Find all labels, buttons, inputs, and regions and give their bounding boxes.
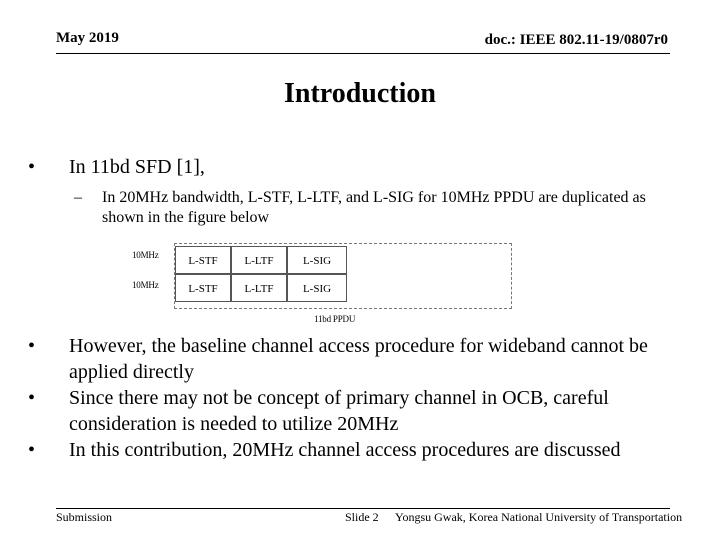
field-box-stf: L-STF [175,274,231,302]
header-divider [56,53,670,54]
field-box-stf: L-STF [175,246,231,274]
bullet-text: Since there may not be concept of primary channel in OCB, careful consideration is needed to utilize 20MHz [69,387,609,435]
footer-submission: Submission [56,510,113,524]
bullet-item [28,333,688,385]
sub-bullet-text: In 20MHz bandwidth, L-STF, L-LTF, and L-SIG for 10MHz PPDU are duplicated as shown in the figure below [102,189,646,226]
sub-bullet-marker: – [74,189,82,206]
slide-title: Introduction [284,78,436,109]
footer-author: Yongsu Gwak, Korea National University of Transportation [395,510,683,524]
bullet-text: In this contribution, 20MHz channel access procedures are discussed [69,439,621,461]
field-box-ltf: L-LTF [231,274,287,302]
footer-divider [56,508,670,509]
footer-slide-number: Slide 2 [345,510,379,524]
bullet-text: However, the baseline channel access procedure for wideband cannot be applied directly [69,335,648,383]
bullet-marker: • [28,156,36,178]
bullet-marker: • [28,387,36,409]
header-date: May 2019 [56,30,119,46]
bullet-item [28,437,688,463]
bullet-marker: • [28,335,36,357]
bullet-list [28,333,688,463]
field-box-ltf: L-LTF [231,246,287,274]
figure-caption: 11bd PPDU [314,314,356,324]
row-label: 10MHz [132,280,159,290]
bullet-item [28,385,688,437]
row-label: 10MHz [132,250,159,260]
sub-bullet-item [74,188,674,228]
bullet-item [28,156,205,179]
bullet-text: In 11bd SFD [1], [69,156,205,178]
field-box-sig: L-SIG [287,274,347,302]
field-box-sig: L-SIG [287,246,347,274]
bullet-marker: • [28,439,36,461]
header-doc-id: doc.: IEEE 802.11-19/0807r0 [484,32,668,48]
ppdu-figure [118,238,518,330]
